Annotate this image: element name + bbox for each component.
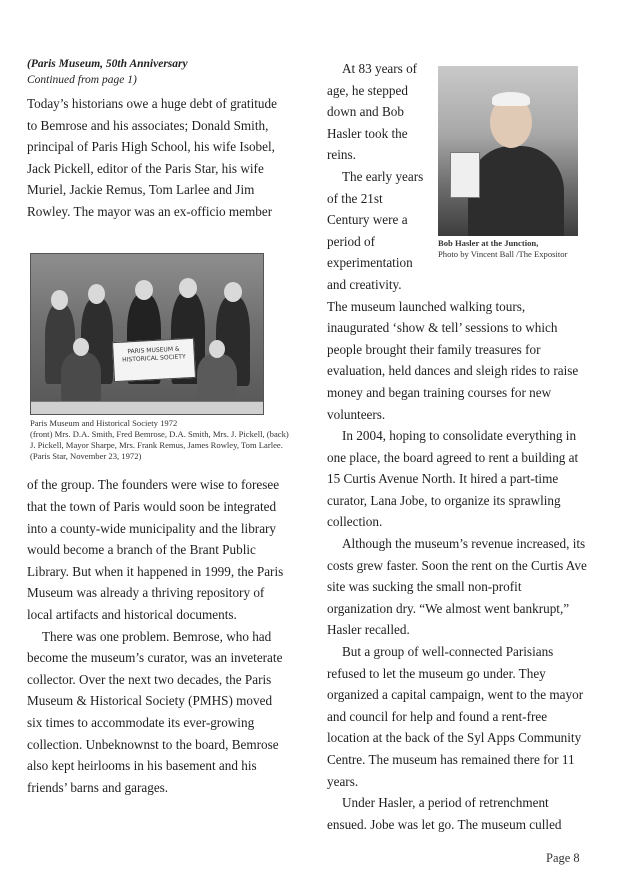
right-paragraph-6: Under Hasler, a period of retrenchment ensued. Jobe was let go. The museum culled (327, 795, 562, 832)
right-paragraph-5: But a group of well-connected Parisians refused to let the museum go under. They organized a capital campaign, went to the mayor and council for help and found a rent-free location at the back of the Syl Apps Community Centre. The museum has remained there for 11 years. (327, 644, 584, 789)
left-paragraph-2: of the group. The founders were wise to foresee that the town of Paris would soon be integrated into a county-wide municipality and the library would become a branch of the Brant Public Library. But when it happened in 1999, the Paris Museum was already a thriving repository of local artifacts and historical documents. (27, 477, 284, 622)
bob-photo-credit: Photo by Vincent Ball /The Expositor (438, 249, 568, 259)
bob-photo-caption-title: Bob Hasler at the Junction, (438, 238, 539, 248)
left-column (27, 56, 289, 798)
article-header-title: (Paris Museum, 50th Anniversary (27, 58, 188, 70)
right-paragraph-1: At 83 years of age, he stepped down and Bob Hasler took the reins. (327, 61, 418, 163)
bob-hasler-photo (438, 66, 578, 236)
bob-photo-caption (438, 238, 583, 260)
historical-society-sign: PARIS MUSEUM & HISTORICAL SOCIETY (112, 337, 196, 381)
continued-note: Continued from page 1) (27, 74, 137, 86)
group-photo-figure (30, 253, 292, 463)
group-photo-caption (30, 418, 292, 463)
bob-hasler-figure (438, 66, 583, 260)
right-paragraph-2-start: The early years of the 21st Century were a period of experimentation and creativity. (327, 168, 424, 292)
left-paragraph-1: Today’s historians owe a huge debt of gratitude to Bemrose and his associates; Donald Smith, principal of Paris High School, his wife Isobel, Jack Pickell, editor of the Paris Star, his wife Muriel, Jackie Remus, Tom Larlee and Jim Rowley. The mayor was an ex-officio member (27, 96, 277, 219)
right-paragraph-4: Although the museum’s revenue increased, its costs grew faster. Soon the rent on the Curtis Ave site was sucking the small non-profit organization dry. “We almost went bankrupt,” Hasler recalled. (327, 536, 587, 638)
right-column (327, 58, 587, 835)
right-paragraph-2-rest: The museum launched walking tours, inaugurated ‘show & tell’ sessions to which people brought their family treasures for evaluation, held dances and sleigh rides to raise money and began training courses for new volunteers. (327, 298, 579, 422)
page-number: Page 8 (546, 851, 580, 865)
group-photo-caption-title: Paris Museum and Historical Society 1972 (30, 417, 178, 428)
left-paragraph-3: There was one problem. Bemrose, who had become the museum’s curator, was an inveterate collector. Over the next two decades, the Paris Museum & Historical Society (PMHS) moved six times to accommodate its ever-growing collection. Unbeknownst to the board, Bemrose also kept heirlooms in his basement and his friends’ barns and garages. (27, 628, 283, 795)
right-paragraph-3: In 2004, hoping to consolidate everything in one place, the board agreed to rent a building at 15 Curtis Avenue North. It hired a part-time curator, Lana Jobe, to organize its sprawling collection. (327, 428, 579, 530)
group-photo-caption-body: (front) Mrs. D.A. Smith, Fred Bemrose, D.A. Smith, Mrs. J. Pickell, (back) J. Pickell, Mayor Sharpe, Mrs. Frank Remus, James Rowley, Tom Larlee. (Paris Star, November 23, 1972) (30, 428, 289, 462)
group-photo (30, 253, 264, 415)
